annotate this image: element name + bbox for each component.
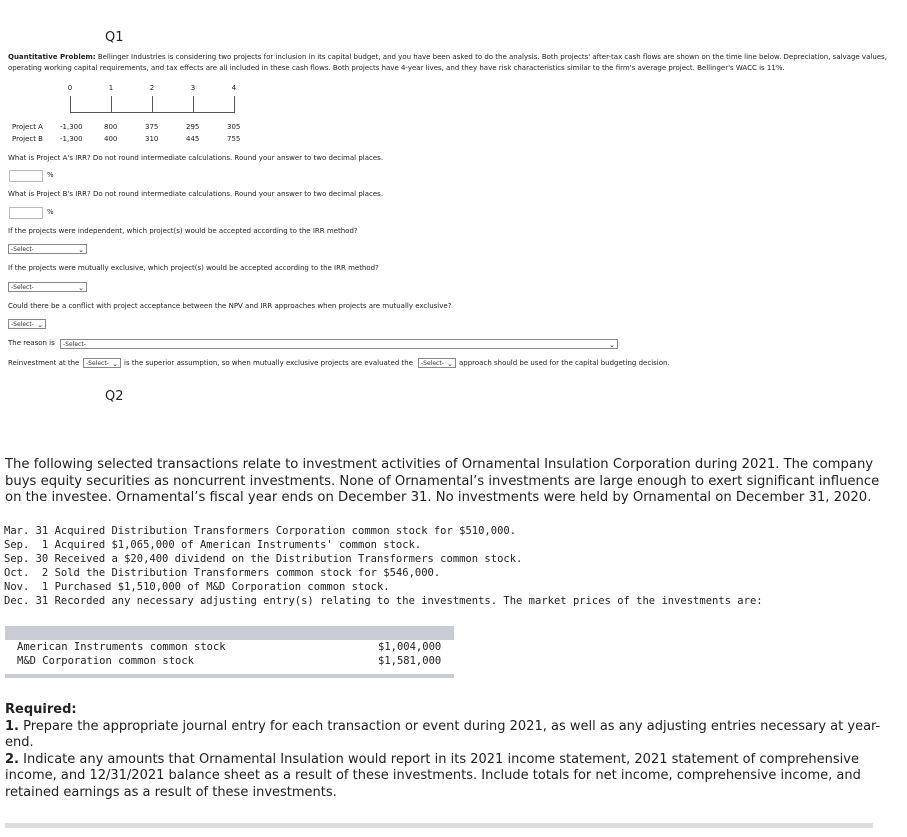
irr-a-input[interactable] [9, 170, 43, 182]
timeline-period-4: 4 [231, 84, 237, 92]
bottom-divider [5, 823, 873, 828]
q1-intro-rest: Bellinger Industries is considering two projects for inclusion in its capital budget, and you have been asked to do the analysis. Both projects' after-tax cash flows are shown on the time line below. Depreciation, salvage values, operating working capital requirements, and tax effects are all included in these cash flows. Both projects have 4-year lives, and they have risk characteristics similar to the firm's average project. Bellinger's WACC is 11%. [8, 53, 887, 72]
timeline-period-2: 2 [149, 84, 155, 92]
timeline-period-3: 3 [190, 84, 196, 92]
required-section [5, 702, 895, 801]
conflict-question: Could there be a conflict with project acceptance between the NPV and IRR approaches when projects are mutually exclusive? [8, 302, 452, 310]
q2-heading: Q2 [105, 389, 124, 404]
requirement-2-number: 2. [5, 751, 19, 767]
transaction-line: Sep. 1 Acquired $1,065,000 of American Instruments' common stock. [4, 539, 422, 551]
cash-flow: 295 [186, 123, 200, 131]
irr-b-input[interactable] [9, 207, 43, 219]
requirement-1-number: 1. [5, 718, 19, 734]
transaction-line: Oct. 2 Sold the Distribution Transformers common stock for $546,000. [4, 567, 441, 579]
project-a-label: Project A [12, 123, 43, 131]
q1-intro [8, 52, 903, 74]
select-value: -Select- [86, 360, 109, 367]
transaction-line: Mar. 31 Acquired Distribution Transformers Corporation common stock for $510,000. [4, 525, 517, 537]
reinvest-pre: Reinvestment at the [8, 359, 80, 367]
select-value: -Select- [421, 360, 444, 367]
reason-select[interactable] [60, 339, 618, 349]
exclusive-select[interactable] [8, 282, 87, 292]
transactions-list [4, 525, 763, 609]
exclusive-question: If the projects were mutually exclusive, which project(s) would be accepted according to the IRR method? [8, 264, 379, 272]
cash-flow: 755 [227, 135, 241, 143]
table-bottom-bar [5, 674, 454, 678]
cash-flow: 375 [145, 123, 159, 131]
timeline-period-1: 1 [108, 84, 114, 92]
q2-intro: The following selected transactions relate to investment activities of Ornamental Insulation Corporation during 2021. The company buys equity securities as noncurrent investments. None of Ornamental’s investments are large enough to exert significant influence on the investee. Ornamental’s fiscal year ends on December 31. No investments were held by Ornamental on December 31, 2020. [5, 457, 880, 505]
conflict-select[interactable] [8, 319, 46, 329]
cash-flow: 400 [104, 135, 118, 143]
irr-a-percent: % [47, 171, 54, 179]
chevron-down-icon: ⌄ [447, 360, 453, 368]
select-value: -Select- [11, 321, 34, 328]
requirement-2-text: Indicate any amounts that Ornamental Insulation would report in its 2021 income statement, 2021 statement of comprehensive income, and 12/31/2021 balance sheet as a result of these investments. Include totals for net income, comprehensive income, and retained earnings as a result of these investments. [5, 751, 861, 800]
market-name: American Instruments common stock [17, 641, 226, 653]
transaction-line: Sep. 30 Received a $20,400 dividend on the Distribution Transformers common stock. [4, 553, 523, 565]
reinvest-post: approach should be used for the capital budgeting decision. [459, 359, 670, 367]
cash-flow: -1,300 [60, 135, 83, 143]
chevron-down-icon: ⌄ [609, 341, 615, 349]
reinvest-mid: is the superior assumption, so when mutually exclusive projects are evaluated the [124, 359, 414, 367]
irr-a-question: What is Project A's IRR? Do not round intermediate calculations. Round your answer to two decimal places. [8, 154, 384, 162]
chevron-down-icon: ⌄ [78, 284, 84, 292]
cash-flow: -1,300 [60, 123, 83, 131]
irr-b-question: What is Project B's IRR? Do not round intermediate calculations. Round your answer to two decimal places. [8, 190, 384, 198]
timeline-tick [111, 96, 112, 112]
timeline-tick [193, 96, 194, 112]
select-value: -Select- [11, 284, 34, 291]
select-value: -Select- [63, 341, 86, 348]
independent-select[interactable] [8, 244, 87, 254]
requirement-1 [5, 719, 895, 752]
timeline-tick [152, 96, 153, 112]
chevron-down-icon: ⌄ [78, 246, 84, 254]
requirement-1-text: Prepare the appropriate journal entry for each transaction or event during 2021, as well as any adjusting entries necessary at year-end. [5, 718, 881, 750]
cash-flow: 310 [145, 135, 159, 143]
market-name: M&D Corporation common stock [17, 655, 195, 667]
irr-b-percent: % [47, 208, 54, 216]
transaction-line: Nov. 1 Purchased $1,510,000 of M&D Corporation common stock. [4, 581, 390, 593]
reinvest-rate-select[interactable] [83, 358, 121, 368]
market-value: $1,004,000 [378, 641, 442, 653]
timeline-period-0: 0 [67, 84, 73, 92]
table-header-bar [5, 626, 454, 640]
timeline-tick [234, 96, 235, 112]
select-value: -Select- [11, 246, 34, 253]
q1-heading: Q1 [105, 30, 124, 45]
independent-question: If the projects were independent, which project(s) would be accepted according to the IRR method? [8, 227, 358, 235]
chevron-down-icon: ⌄ [37, 321, 43, 329]
reason-label: The reason is [8, 339, 55, 347]
timeline-tick [70, 96, 71, 112]
market-value: $1,581,000 [378, 655, 442, 667]
required-title: Required: [5, 702, 77, 717]
q1-intro-bold: Quantitative Problem: [8, 53, 96, 61]
chevron-down-icon: ⌄ [112, 360, 118, 368]
transaction-line: Dec. 31 Recorded any necessary adjusting entry(s) relating to the investments. The market prices of the investments are: [4, 595, 763, 607]
project-b-label: Project B [12, 135, 43, 143]
cash-flow: 800 [104, 123, 118, 131]
cash-flow: 305 [227, 123, 241, 131]
timeline-axis [70, 112, 235, 113]
reinvest-approach-select[interactable] [418, 358, 456, 368]
cash-flow: 445 [186, 135, 200, 143]
requirement-2 [5, 752, 895, 802]
